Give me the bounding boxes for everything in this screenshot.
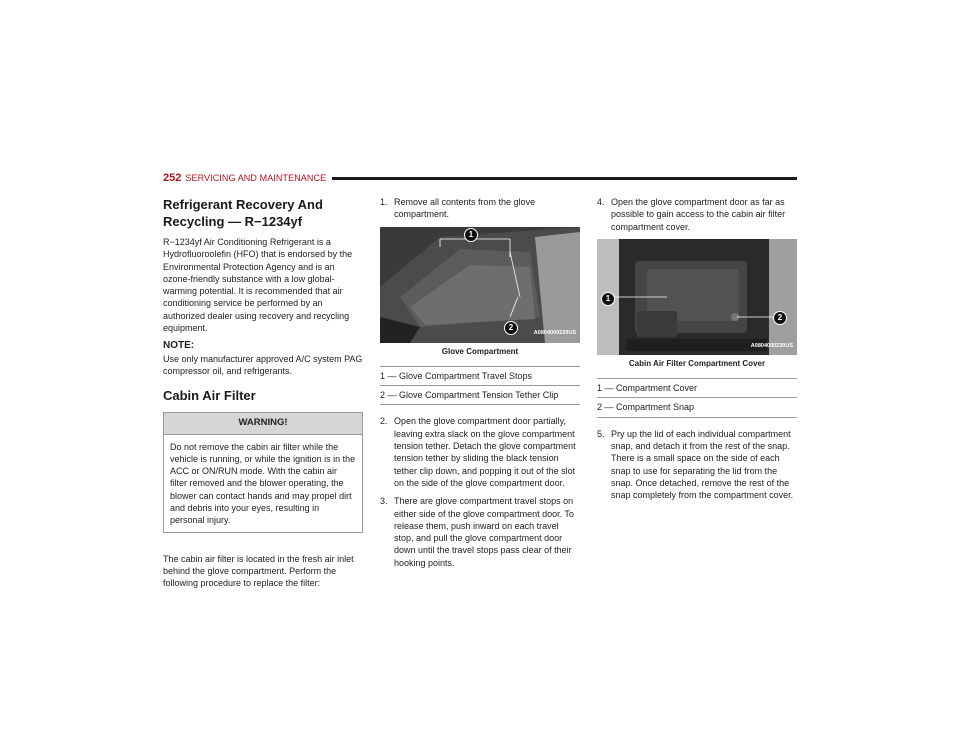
figure-code: A0804000229US [533, 330, 576, 337]
refrigerant-heading: Refrigerant Recovery And Recycling — R−1234yf [163, 197, 323, 229]
column-3 [597, 196, 797, 508]
glove-compartment-illustration [380, 227, 580, 343]
warning-text: Do not remove the cabin air filter while the vehicle is running, or while the ignition is in the ACC or ON/RUN mode. With the cabin air filter removed and the blower operating, the blower can contact hands and may propel dirt and debris into your eyes, resulting in personal injury. [170, 441, 356, 526]
header-rule [332, 177, 797, 180]
step-text: Remove all contents from the glove compartment. [394, 197, 536, 220]
figure-caption: Cabin Air Filter Compartment Cover [628, 358, 766, 368]
section-title: SERVICING AND MAINTENANCE [185, 173, 327, 183]
figure-code: A0804000230US [750, 342, 793, 349]
step-text: There are glove compartment travel stops on either side of the glove compartment door. To release them, push inward on each travel stop, and pull the glove compartment door down until the travel stops pass clear of their hooking points. [394, 496, 574, 568]
cabin-filter-heading: Cabin Air Filter [163, 388, 256, 404]
page-number: 252 [163, 172, 182, 184]
note-text: Use only manufacturer approved A/C system PAG compressor oil, and refrigerants. [163, 353, 363, 376]
column-2 [380, 196, 580, 575]
step-number: 4. [597, 197, 605, 207]
step-text: Open the glove compartment door partially, leaving extra slack on the glove compartment tension tether. Detach the glove compartment tension tether by sliding the black tension tether clip down, and popping it out of the slot on the side of the glove compartment door. [394, 416, 576, 488]
legend-item: 2 — Glove Compartment Tension Tether Clip [380, 386, 580, 405]
refrigerant-paragraph: R−1234yf Air Conditioning Refrigerant is a Hydrofluoroolefin (HFO) that is endorsed by the Environmental Protection Agency and is an ozone-friendly substance with a low global-warming potential. It is recommended that air conditioning service be performed by an authorized dealer using recovery and recycling equipment. [163, 237, 353, 334]
step-number: 3. [380, 496, 388, 507]
callout-2: 2 [773, 311, 787, 325]
figure-caption: Glove Compartment [441, 346, 519, 356]
callout-2: 2 [504, 321, 518, 335]
legend-item: 2 — Compartment Snap [597, 398, 797, 417]
warning-title: WARNING! [164, 413, 362, 434]
warning-box [163, 412, 363, 532]
callout-1: 1 [464, 228, 478, 242]
step-5 [597, 428, 797, 502]
step-number: 1. [380, 197, 388, 207]
step-4 [597, 196, 797, 233]
step-2 [380, 415, 580, 489]
step-1 [380, 196, 580, 221]
page-header [163, 171, 797, 185]
column-1 [163, 196, 363, 590]
step-text: Pry up the lid of each individual compartment snap, and detach it from the rest of the snap. There is a small space on the side of each snap to use for separating the lid from the snap. Once detached, remove the rest of the snap completely from the compartment cover. [611, 428, 794, 501]
filter-intro: The cabin air filter is located in the fresh air inlet behind the glove compartment. Perform the following procedure to replace the filter: [163, 553, 354, 589]
legend-item: 1 — Glove Compartment Travel Stops [380, 367, 580, 386]
callout-1: 1 [601, 292, 615, 306]
step-number: 5. [597, 428, 605, 439]
figure-legend [380, 366, 580, 406]
step-number: 2. [380, 416, 388, 427]
cabin-filter-cover-illustration [597, 239, 797, 355]
glove-compartment-image [380, 227, 580, 343]
step-text: Open the glove compartment door as far as possible to gain access to the cabin air filter compartment cover. [611, 197, 786, 232]
figure-legend [597, 378, 797, 418]
step-3 [380, 495, 580, 569]
note-label: NOTE: [163, 340, 195, 352]
cabin-filter-cover-image [597, 239, 797, 355]
legend-item: 1 — Compartment Cover [597, 379, 797, 398]
